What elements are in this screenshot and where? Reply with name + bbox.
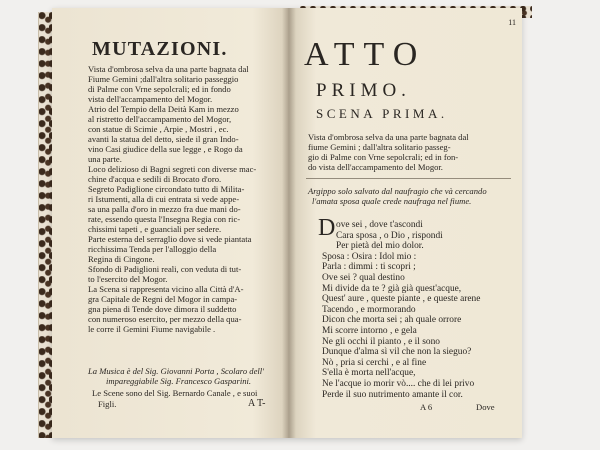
separator-rule [306, 178, 511, 179]
scene-change-line: chine d'acqua e sedili di Brocato d'oro. [88, 174, 222, 184]
scenery-credit: Le Scene sono del Sig. Bernardo Canale , e suoi [92, 388, 258, 398]
scene-change-line: una parte. [88, 154, 122, 164]
scene-change-line: Atrio del Tempio della Deità Kam in mezzo [88, 104, 239, 114]
verse-line: Dunque d'alma sì vil che non la sieguo? [322, 347, 472, 358]
setting-line: do vista dell'accampamento del Mogor. [308, 162, 443, 172]
verse-line: Cara sposa , o Dio , rispondi [336, 230, 443, 241]
verse-line: ove sei , dove t'ascondi [336, 220, 423, 230]
scene-change-line: ri Istumenti, alla di cui entrata si vede appe- [88, 194, 240, 204]
act-title: ATTO [304, 36, 427, 73]
scene-change-line: di Palme con Vrne sepolcrali; ed in fondo [88, 84, 231, 94]
scene-title: SCENA PRIMA. [316, 106, 448, 121]
scene-change-line: avanti la statua del detto, siede il gran Indo- [88, 134, 239, 144]
verse-line: Parla : dimmi : ti scopri ; [322, 262, 416, 273]
scene-change-line: Vista d'ombrosa selva da una parte bagnata dal [88, 64, 249, 74]
scene-change-line: con statue di Scimie , Arpie , Mostri , ec. [88, 124, 229, 134]
verse-line: Per pietà del mio dolor. [336, 241, 424, 252]
verse-line: Dicon che morta sei ; ah quale orrore [322, 315, 462, 326]
scene-change-line: le corre il Gemini Fiume navigabile . [88, 324, 216, 334]
drop-cap: D [318, 215, 336, 241]
stage-direction-continued: l'amata sposa quale crede naufraga nel fiume. [312, 196, 472, 206]
music-credit: La Musica è del Sig. Giovanni Porta , Scolaro dell' [88, 366, 264, 376]
mutazioni-heading: MUTAZIONI. [92, 38, 228, 60]
signature-mark: A 6 [420, 402, 433, 412]
verse-line: Quest' aure , queste piante , e queste arene [322, 294, 481, 305]
scene-change-line: rate, essendo questa l'Insegna Regia con ric- [88, 214, 241, 224]
open-book [52, 8, 522, 438]
right-page [288, 8, 522, 438]
scene-change-line: Parte esterna del serraglio dove si vede piantata [88, 234, 252, 244]
left-page [52, 8, 288, 438]
scene-change-line: al ristretto dell'accampamento del Mogor, [88, 114, 232, 124]
scene-change-line: gra Capitale de Regni del Mogor in campa- [88, 294, 238, 304]
verse-line: Perde il suo nutrimento amante il cor. [322, 389, 463, 400]
scene-change-line: ricchissima Tenda per l'alloggio della [88, 244, 217, 254]
page-number: 11 [508, 18, 516, 27]
verse-line: Mi scorre intorno , e gela [322, 326, 417, 336]
scenery-credit-continued: Figli. [98, 399, 117, 409]
verse-line: S'ella è morta nell'acque, [322, 368, 416, 379]
setting-line: gio di Palme con Vrne sepolcrali; ed in fon- [308, 152, 459, 162]
stage-direction: Argippo solo salvato dal naufragio che và cercando [308, 186, 487, 196]
catchword-left: A T- [248, 398, 266, 409]
scene-change-line: La Scena si rappresenta vicino alla Città d'A- [88, 284, 244, 294]
scene-change-line: chissimi tapeti , e guanciali per sedere. [88, 224, 222, 234]
verse-line: Sposa : Osira : Idol mio : [322, 251, 417, 262]
verse-line: Tacendo , e mormorando [322, 304, 416, 315]
scene-change-line: Segreto Padiglione circondato tutto di Milita- [88, 184, 245, 194]
verse-line: Ne l'acque io morir vò.... che di lei privo [322, 379, 475, 389]
scene-change-line: con numeroso esercito, per mezzo della qua- [88, 314, 242, 324]
verse-line: Ne gli occhi il pianto , e il sono [322, 336, 440, 347]
scene-change-line: Loco delizioso di Bagni segreti con diverse mac- [88, 164, 257, 174]
music-credit-continued: impareggiabile Sig. Francesco Gasparini. [106, 376, 252, 386]
scene-change-line: gna piena di Tende dove dimora il suddetto [88, 304, 237, 314]
setting-line: fiume Gemini ; dall'altra solitario passeg- [308, 142, 451, 152]
verse-line: Mi divide da te ? già già quest'acque, [322, 283, 462, 294]
scene-change-line: Sfondo di Padiglioni reali, con veduta di tut- [88, 264, 242, 274]
scene-change-line: Fiume Gemini ;dall'altra solitario passeggio [88, 74, 239, 84]
act-number: PRIMO. [316, 80, 411, 101]
scene-change-line: vista dell'accampamento del Mogor. [88, 94, 213, 104]
setting-line: Vista d'ombrosa selva da una parte bagnata dal [308, 132, 469, 142]
verse-line: Ove sei ? qual destino [322, 273, 405, 283]
scene-change-line: vino Casi giudice della sue legge , e Rogo da [88, 144, 243, 154]
catchword-right: Dove [476, 402, 495, 412]
scene-change-line: to l'esercito del Mogor. [88, 274, 168, 284]
scene-change-line: Regina di Cingone. [88, 254, 155, 264]
book-gutter [282, 8, 296, 438]
verse-line: Nò , pria si cerchi , e al fine [322, 357, 427, 368]
scene-change-line: sa una palla d'oro in mezzo fra due mani do- [88, 204, 241, 214]
